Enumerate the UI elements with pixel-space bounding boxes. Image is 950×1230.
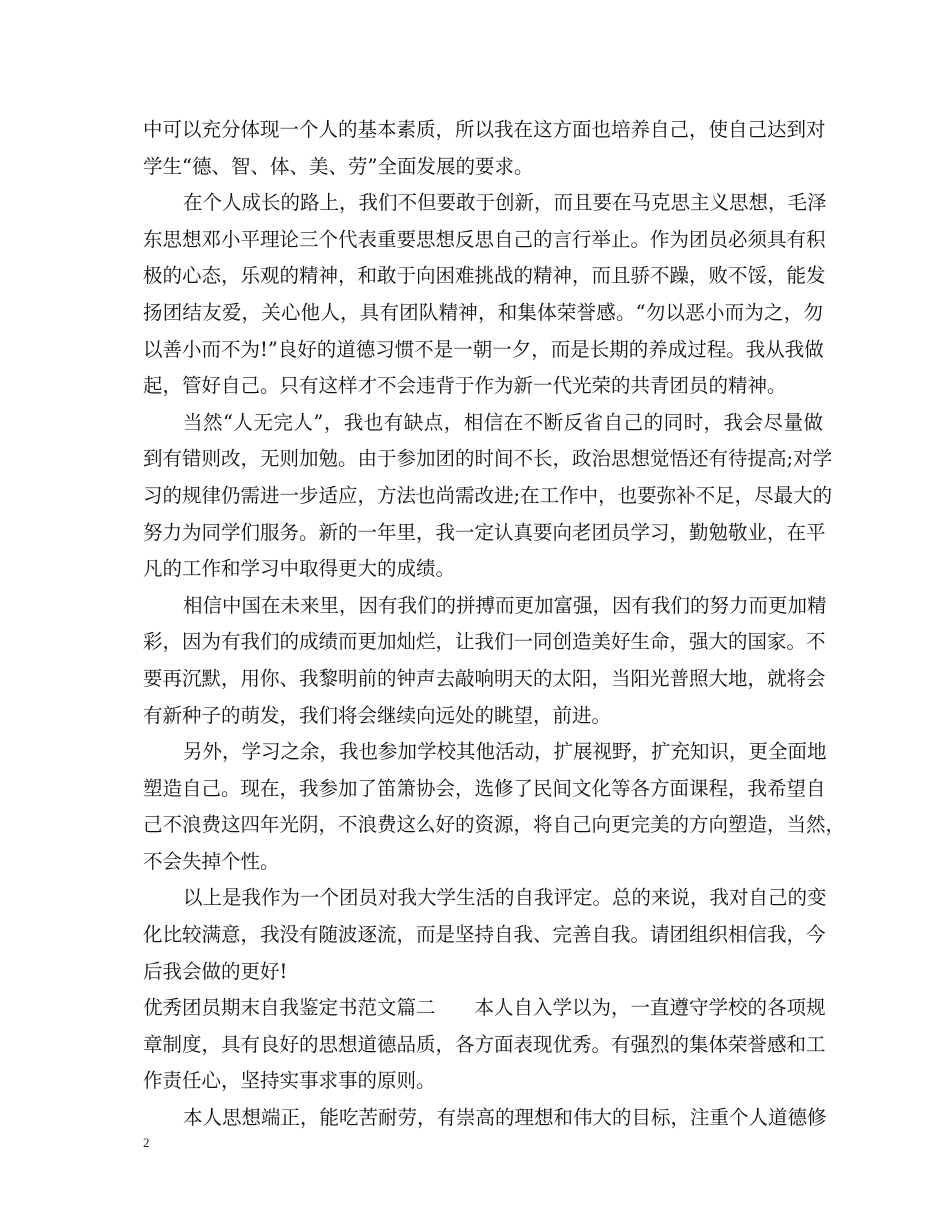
text-line: 学生“德、智、体、美、劳”全面发展的要求。: [143, 154, 534, 178]
text-line: 有新种子的萌发，我们将会继续向远处的眺望，前进。: [143, 703, 612, 727]
text-line: 彩，因为有我们的成绩而更加灿烂，让我们一同创造美好生命，强大的国家。不: [143, 630, 826, 654]
text-line: 本人思想端正，能吃苦耐劳，有崇高的理想和伟大的目标，注重个人道德修: [183, 1106, 827, 1130]
text-line: 扬团结友爱，关心他人，具有团队精神，和集体荣誉感。“勿以恶小而为之，勿: [143, 300, 823, 324]
text-line: 相信中国在未来里，因有我们的拼搏而更加富强，因有我们的努力而更加精: [183, 593, 827, 617]
text-line: 东思想邓小平理论三个代表重要思想反思自己的言行举止。作为团员必须具有积: [143, 227, 826, 251]
text-line: 塑造自己。现在，我参加了笛箫协会，选修了民间文化等各方面课程，我希望自: [143, 776, 826, 800]
text-line: 以上是我作为一个团员对我大学生活的自我评定。总的来说，我对自己的变: [183, 886, 827, 910]
text-line: 后我会做的更好!: [143, 959, 288, 983]
text-line: 中可以充分体现一个人的基本素质，所以我在这方面也培养自己，使自己达到对: [143, 118, 826, 141]
text-line: 凡的工作和学习中取得更大的成绩。: [143, 557, 456, 581]
text-line: 己不浪费这四年光阴，不浪费这么好的资源，将自己向更完美的方向塑造，当然，: [143, 813, 846, 837]
body-text: [143, 112, 846, 1137]
text-line: 化比较满意，我没有随波逐流，而是坚持自我、完善自我。请团组织相信我，今: [143, 923, 826, 947]
text-line: 到有错则改，无则加勉。由于参加团的时间不长，政治思想觉悟还有待提高;对学: [143, 447, 833, 471]
text-line: 不会失掉个性。: [143, 849, 280, 873]
text-line: 以善小而不为!”良好的道德习惯不是一朝一夕，而是长期的养成过程。我从我做: [143, 337, 824, 361]
text-line: 要再沉默，用你、我黎明前的钟声去敲响明天的太阳，当阳光普照大地，就将会: [143, 666, 826, 690]
text-line: 当然“人无完人”，我也有缺点，相信在不断反省自己的同时，我会尽量做: [183, 410, 823, 434]
text-line: 努力为同学们服务。新的一年里，我一定认真要向老团员学习，勤勉敬业，在平: [143, 520, 826, 544]
text-line: 习的规律仍需进一步适应，方法也尚需改进;在工作中，也要弥补不足，尽最大的: [143, 483, 833, 507]
text-line: 章制度，具有良好的思想道德品质，各方面表现优秀。有强烈的集体荣誉感和工: [143, 1032, 826, 1056]
text-line: 优秀团员期末自我鉴定书范文篇二 本人自入学以为，一直遵守学校的各项规: [143, 996, 826, 1020]
text-line: 起，管好自己。只有这样才不会违背于作为新一代光荣的共青团员的精神。: [143, 374, 787, 398]
text-line: 作责任心，坚持实事求事的原则。: [143, 1069, 436, 1093]
page-number: 2: [143, 1135, 150, 1150]
text-line: 极的心态，乐观的精神，和敢于向困难挑战的精神，而且骄不躁，败不馁，能发: [143, 264, 826, 288]
text-line: 另外，学习之余，我也参加学校其他活动，扩展视野，扩充知识，更全面地: [183, 740, 827, 764]
text-line: 在个人成长的路上，我们不但要敢于创新，而且要在马克思主义思想，毛泽: [183, 191, 827, 215]
